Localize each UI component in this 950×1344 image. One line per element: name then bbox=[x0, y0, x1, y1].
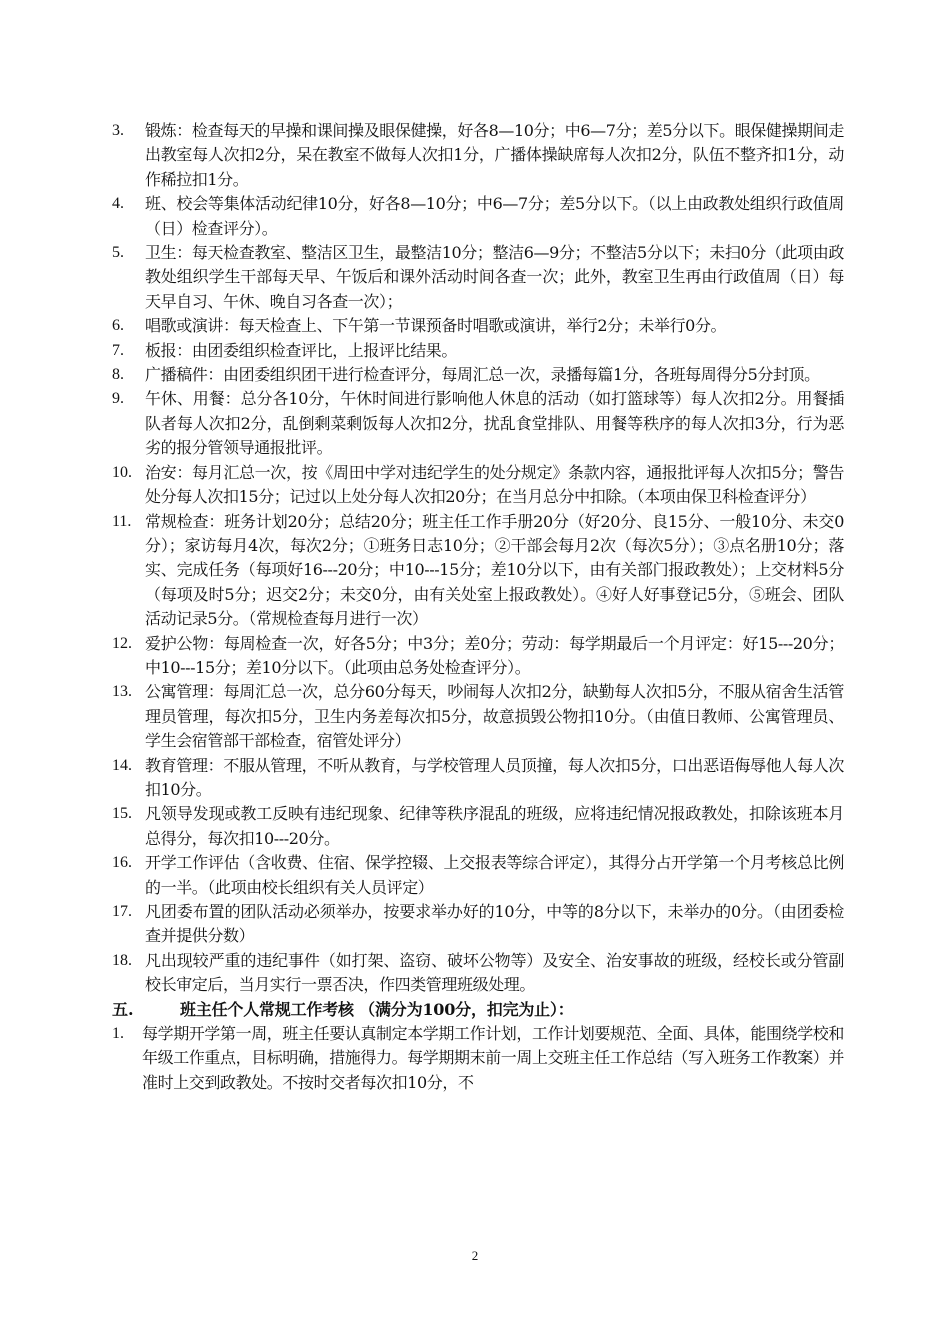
item-text: 凡领导发现或教工反映有违纪现象、纪律等秩序混乱的班级，应将违纪情况报政教处，扣除该班本月总得分，每次扣10---20分。 bbox=[145, 804, 844, 848]
list-item-17 bbox=[112, 900, 844, 949]
item-number: 6. bbox=[112, 317, 124, 335]
list-item-10 bbox=[112, 461, 844, 510]
item-number: 7. bbox=[112, 341, 124, 359]
section-number: 五. bbox=[112, 999, 134, 1019]
list-item-3 bbox=[112, 119, 844, 192]
item-number: 5. bbox=[112, 244, 124, 262]
item-number: 12. bbox=[112, 634, 132, 652]
document-body bbox=[112, 119, 844, 1095]
list-item-16 bbox=[112, 851, 844, 900]
item-text: 凡团委布置的团队活动必须举办，按要求举办好的10分，中等的8分以下，未举办的0分。（由团委检查并提供分数） bbox=[145, 902, 844, 946]
item-number: 10. bbox=[112, 463, 132, 481]
item-text: 开学工作评估（含收费、住宿、保学控辍、上交报表等综合评定），其得分占开学第一个月考核总比例的一半。（此项由校长组织有关人员评定） bbox=[145, 853, 844, 897]
page-number: 2 bbox=[471, 1248, 479, 1263]
item-number: 1. bbox=[112, 1025, 124, 1043]
item-text: 广播稿件：由团委组织团干进行检查评分，每周汇总一次，录播每篇1分，各班每周得分5分封顶。 bbox=[145, 365, 820, 385]
item-text: 治安：每月汇总一次，按《周田中学对违纪学生的处分规定》条款内容，通报批评每人次扣5分；警告处分每人次扣15分；记过以上处分每人次扣20分；在当月总分中扣除。（本项由保卫科检查评分） bbox=[145, 462, 844, 507]
item-number: 3. bbox=[112, 122, 124, 139]
list-item-4 bbox=[112, 192, 844, 241]
list-item-8 bbox=[112, 363, 844, 387]
sub-list-item-1 bbox=[112, 1022, 844, 1095]
item-number: 17. bbox=[112, 903, 132, 920]
item-number: 15. bbox=[112, 805, 132, 823]
item-text: 午休、用餐：总分各10分，午休时间进行影响他人休息的活动（如打篮球等）每人次扣2分。用餐插队者每人次扣2分，乱倒剩菜剩饭每人次扣2分，扰乱食堂排队、用餐等秩序的每人次扣3分，行为恶劣的报分管领导通报批评。 bbox=[145, 389, 844, 458]
list-item-12 bbox=[112, 632, 844, 681]
item-text: 唱歌或演讲：每天检查上、下午第一节课预备时唱歌或演讲，举行2分；未举行0分。 bbox=[145, 316, 727, 336]
list-item-6 bbox=[112, 314, 844, 338]
item-text: 常规检查：班务计划20分；总结20分；班主任工作手册20分（好20分、良15分、一般10分、未交0分）；家访每月4次，每次2分；①班务日志10分；②干部会每月2次（每次5分）；③点名册10分；落实、完成任务（每项好16---20分；中10---15分；差10分以下，由有关部门报政教处）；上交材料5分（每项及时5分；迟交2分；未交0分，由有关处室上报政教处）。④好人好事登记5分，⑤班会、团队活动记录5分。（常规检查每月进行一次） bbox=[145, 511, 844, 629]
section-title: 班主任个人常规工作考核 （满分为100分，扣完为止）： bbox=[180, 999, 574, 1019]
list-item-18 bbox=[112, 949, 844, 998]
item-text: 板报：由团委组织检查评比，上报评比结果。 bbox=[145, 340, 458, 360]
item-number: 16. bbox=[112, 854, 132, 872]
item-text: 卫生：每天检查教室、整洁区卫生，最整洁10分；整洁6—9分；不整洁5分以下；未扫0分（此项由政教处组织学生干部每天早、午饭后和课外活动时间各查一次；此外，教室卫生再由行政值周（日）每天早自习、午休、晚自习各查一次）； bbox=[145, 243, 844, 311]
item-text: 爱护公物：每周检查一次，好各5分；中3分；差0分；劳动：每学期最后一个月评定：好15---20分；中10---15分；差10分以下。（此项由总务处检查评分）。 bbox=[145, 633, 844, 677]
list-item-11 bbox=[112, 510, 844, 632]
item-number: 9. bbox=[112, 390, 124, 408]
list-item-5 bbox=[112, 241, 844, 314]
list-item-15 bbox=[112, 802, 844, 851]
item-text: 教育管理：不服从管理，不听从教育，与学校管理人员顶撞，每人次扣5分，口出恶语侮辱他人每人次扣10分。 bbox=[145, 755, 844, 799]
item-number: 13. bbox=[112, 683, 132, 701]
item-text: 锻炼：检查每天的早操和课间操及眼保健操，好各8—10分；中6—7分；差5分以下。眼保健操期间走出教室每人次扣2分，呆在教室不做每人次扣1分，广播体操缺席每人次扣2分，队伍不整齐扣1分，动作稀拉扣1分。 bbox=[145, 121, 844, 189]
item-number: 11. bbox=[112, 512, 132, 530]
item-number: 14. bbox=[112, 756, 132, 774]
item-text: 每学期开学第一周，班主任要认真制定本学期工作计划，工作计划要规范、全面、具体，能围绕学校和年级工作重点，目标明确，措施得力。每学期期末前一周上交班主任工作总结（写入班务工作教案）并准时上交到政教处。不按时交者每次扣10分，不 bbox=[142, 1024, 845, 1092]
item-text: 凡出现较严重的违纪事件（如打架、盗窃、破坏公物等）及安全、治安事故的班级，经校长或分管副校长审定后，当月实行一票否决，作四类管理班级处理。 bbox=[145, 950, 844, 995]
list-item-7 bbox=[112, 339, 844, 363]
item-number: 4. bbox=[112, 195, 124, 213]
item-text: 班、校会等集体活动纪律10分，好各8—10分；中6—7分；差5分以下。（以上由政教处组织行政值周（日）检查评分）。 bbox=[145, 194, 844, 238]
list-item-13 bbox=[112, 680, 844, 753]
item-text: 公寓管理：每周汇总一次，总分60分每天，吵闹每人次扣2分，缺勤每人次扣5分，不服从宿舍生活管理员管理，每次扣5分，卫生内务差每次扣5分，故意损毁公物扣10分。（由值日教师、公寓管理员、学生会宿管部干部检查，宿管处评分） bbox=[145, 682, 844, 751]
list-item-14 bbox=[112, 754, 844, 803]
list-item-9 bbox=[112, 387, 844, 460]
item-number: 18. bbox=[112, 951, 132, 969]
item-number: 8. bbox=[112, 366, 124, 384]
section-heading bbox=[112, 998, 844, 1022]
